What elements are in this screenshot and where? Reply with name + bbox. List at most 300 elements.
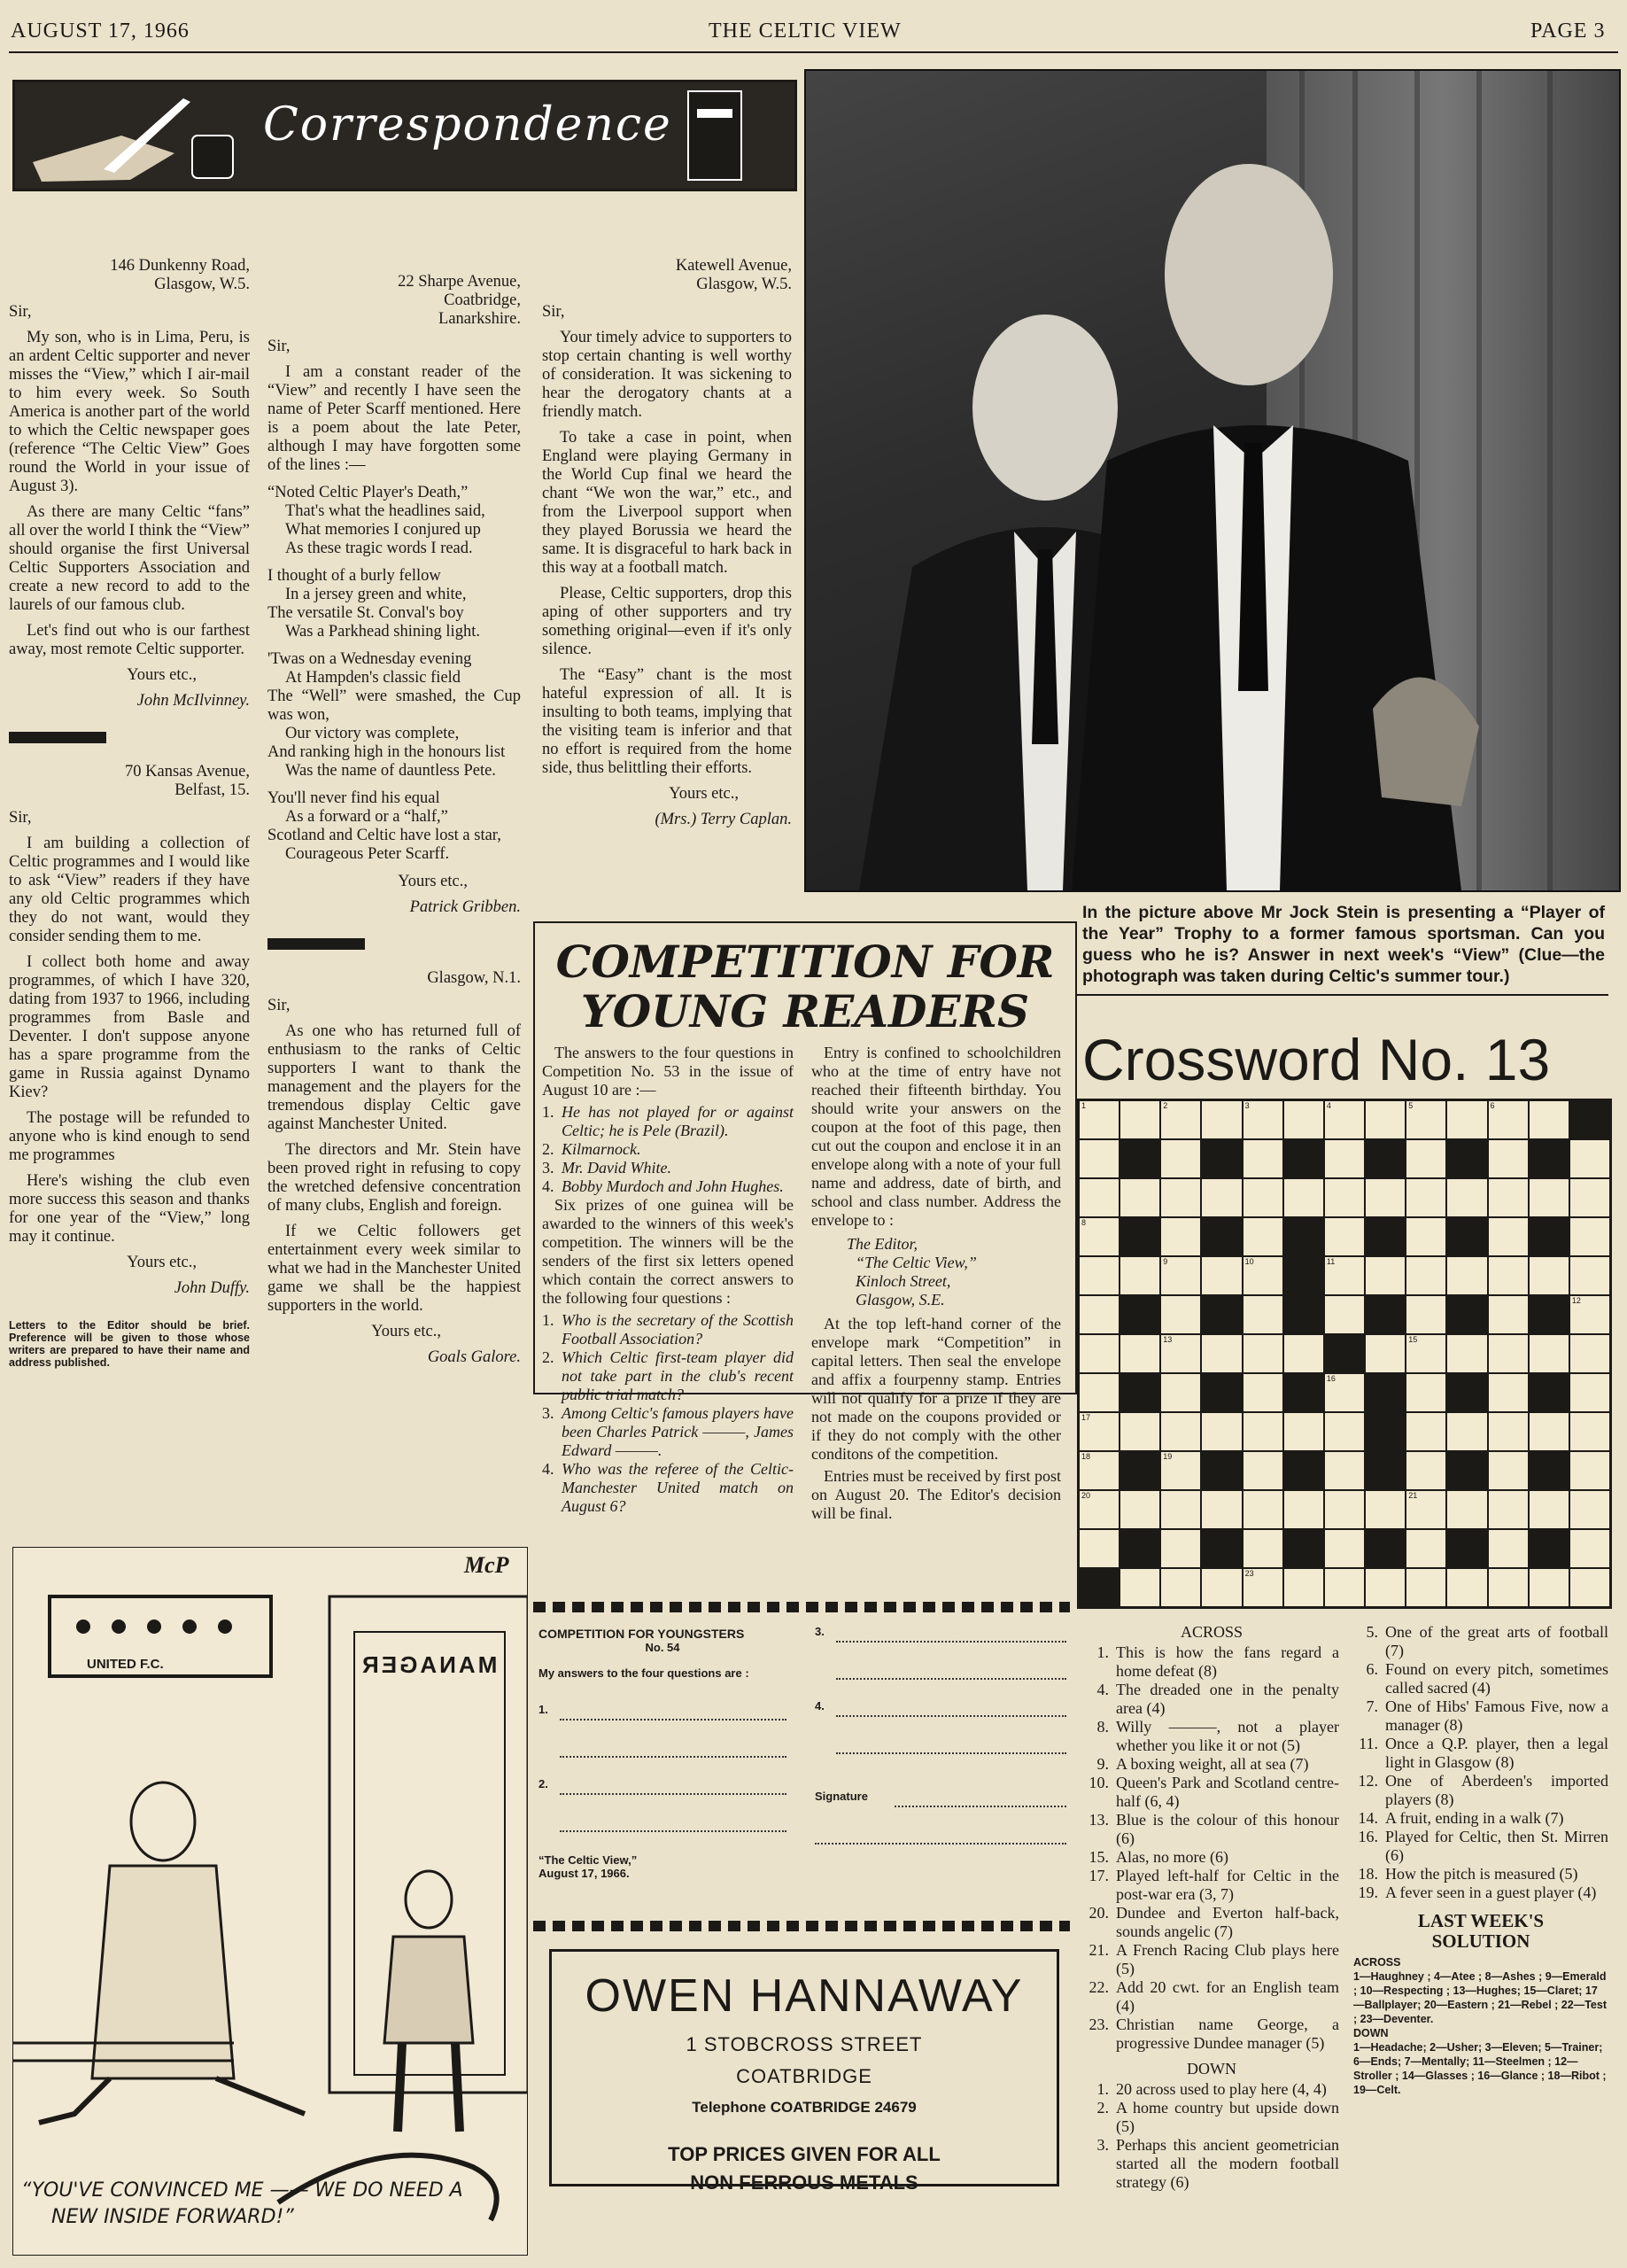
competition-rules-column bbox=[811, 1044, 1061, 1526]
crossword-cell[interactable] bbox=[1488, 1529, 1529, 1568]
photo-stein-presentation bbox=[804, 69, 1621, 892]
crossword-cell[interactable] bbox=[1324, 1295, 1365, 1334]
clue-item: 19. A fever seen in a guest player (4) bbox=[1358, 1884, 1597, 1901]
crossword-cell[interactable] bbox=[1324, 1490, 1365, 1529]
crossword-block bbox=[1283, 1529, 1324, 1568]
crossword-cell[interactable] bbox=[1160, 1139, 1201, 1178]
poem-stanza: 'Twas on a Wednesday evening At Hampden's classic field The “Well” were smashed, the Cup was won, Our victory was complete, And ranking high in the honours list Was the name of dauntless Pete. bbox=[267, 650, 521, 780]
crossword-cell[interactable] bbox=[1406, 1373, 1446, 1412]
crossword-cell[interactable] bbox=[1243, 1178, 1283, 1217]
crossword-cell[interactable] bbox=[1324, 1373, 1365, 1412]
crossword-cell[interactable] bbox=[1488, 1217, 1529, 1256]
crossword-cell[interactable] bbox=[1446, 1256, 1487, 1295]
crossword-block bbox=[1120, 1529, 1160, 1568]
solution-across: 1—Haughney ; 4—Atee ; 8—Ashes ; 9—Emerald ; 10—Respecting ; 13—Hughes; 15—Claret; 17—Ballplayer; 20—Eastern ; 21—Rebel ; 22—Test ; 23—Deventer. bbox=[1353, 1970, 1607, 2025]
clue-item: 22. Add 20 cwt. for an English team (4) bbox=[1089, 1978, 1339, 2015]
crossword-cell[interactable] bbox=[1488, 1568, 1529, 1607]
letter-gribben bbox=[267, 273, 521, 1367]
answer-line-3[interactable]: 3. bbox=[815, 1625, 1066, 1643]
crossword-cell[interactable] bbox=[1160, 1295, 1201, 1334]
ad-street: 1 STOBCROSS STREET bbox=[686, 2033, 923, 2055]
crossword-cell[interactable] bbox=[1283, 1568, 1324, 1607]
crossword-cell[interactable] bbox=[1569, 1451, 1610, 1490]
crossword-cell[interactable] bbox=[1365, 1490, 1406, 1529]
crossword-cell[interactable] bbox=[1365, 1256, 1406, 1295]
crossword-block bbox=[1365, 1139, 1406, 1178]
crossword-block bbox=[1569, 1100, 1610, 1139]
solution-down-label: DOWN bbox=[1353, 2027, 1389, 2039]
crossword-cell[interactable] bbox=[1079, 1178, 1120, 1217]
crossword-cell[interactable] bbox=[1406, 1178, 1446, 1217]
crossword-cell[interactable] bbox=[1201, 1334, 1242, 1373]
crossword-cell[interactable] bbox=[1283, 1412, 1324, 1451]
crossword-cell[interactable] bbox=[1529, 1412, 1569, 1451]
crossword-cell[interactable] bbox=[1406, 1256, 1446, 1295]
crossword-cell[interactable] bbox=[1569, 1139, 1610, 1178]
crossword-cell[interactable] bbox=[1569, 1373, 1610, 1412]
cell-number: 13 bbox=[1163, 1335, 1173, 1344]
united-fc-label: UNITED F.C. bbox=[87, 1657, 164, 1672]
clue-item: 9. A boxing weight, all at sea (7) bbox=[1096, 1755, 1309, 1773]
crossword-cell[interactable] bbox=[1079, 1373, 1120, 1412]
crossword-cell[interactable] bbox=[1201, 1490, 1242, 1529]
letter-paragraph: The “Easy” chant is the most hateful expression of all. It is insulting to both teams, implying that the visiting team is inferior and that no effort is required from the home side, thus belittling their efforts. bbox=[542, 666, 792, 777]
crossword-cell[interactable] bbox=[1120, 1100, 1160, 1139]
crossword-cell[interactable] bbox=[1079, 1139, 1120, 1178]
crossword-cell[interactable] bbox=[1488, 1178, 1529, 1217]
clue-item: 21. A French Racing Club plays here (5) bbox=[1089, 1941, 1339, 1977]
crossword-cell[interactable] bbox=[1079, 1529, 1120, 1568]
deadline: Entries must be received by first post on August 20. The Editor's decision will be final. bbox=[811, 1467, 1061, 1522]
crossword-cell[interactable] bbox=[1488, 1256, 1529, 1295]
ad-town: COATBRIDGE bbox=[736, 2065, 872, 2087]
clue-item: 8. Willy ———, not a player whether you like it or not (5) bbox=[1096, 1718, 1339, 1754]
signature-line-b[interactable] bbox=[815, 1827, 1066, 1845]
crossword-cell[interactable] bbox=[1529, 1100, 1569, 1139]
crossword-cell[interactable] bbox=[1365, 1568, 1406, 1607]
crossword-cell[interactable] bbox=[1446, 1178, 1487, 1217]
clue-item: 6. Found on every pitch, sometimes called sacred (4) bbox=[1366, 1660, 1608, 1697]
salutation: Sir, bbox=[542, 303, 565, 321]
crossword-block bbox=[1201, 1295, 1242, 1334]
crossword-cell[interactable] bbox=[1446, 1100, 1487, 1139]
poem-stanza: You'll never find his equal As a forward or a “half,” Scotland and Celtic have lost a star, Courageous Peter Scarff. bbox=[267, 789, 501, 863]
crossword-cell[interactable] bbox=[1324, 1178, 1365, 1217]
answer-item: 2. Kilmarnock. bbox=[542, 1140, 641, 1158]
crossword-cell[interactable] bbox=[1488, 1412, 1529, 1451]
signature: Patrick Gribben. bbox=[409, 898, 521, 916]
crossword-cell[interactable] bbox=[1446, 1334, 1487, 1373]
letter-address: Glasgow, N.1. bbox=[427, 969, 521, 987]
crossword-cell[interactable] bbox=[1283, 1334, 1324, 1373]
crossword-cell[interactable] bbox=[1283, 1490, 1324, 1529]
manager-door-label: MANAGER bbox=[360, 1651, 498, 1678]
crossword-cell[interactable] bbox=[1160, 1100, 1201, 1139]
divider-bar bbox=[267, 938, 365, 950]
crossword-block bbox=[1120, 1295, 1160, 1334]
crossword-cell[interactable] bbox=[1079, 1490, 1120, 1529]
crossword-block bbox=[1365, 1451, 1406, 1490]
crossword-cell[interactable] bbox=[1569, 1529, 1610, 1568]
crossword-cell[interactable] bbox=[1201, 1100, 1242, 1139]
question-item: 3. Among Celtic's famous players have been Charles Patrick ———, James Edward ———. bbox=[542, 1404, 794, 1459]
crossword-cell[interactable] bbox=[1488, 1451, 1529, 1490]
entry-coupon bbox=[533, 1602, 1070, 1931]
clue-item: 3. Perhaps this ancient geometrician started all the modern football strategy (6) bbox=[1096, 2136, 1339, 2191]
cell-number: 10 bbox=[1244, 1257, 1254, 1266]
crossword-cell[interactable] bbox=[1324, 1256, 1365, 1295]
crossword-block bbox=[1201, 1529, 1242, 1568]
crossword-block bbox=[1283, 1139, 1324, 1178]
crossword-cell[interactable] bbox=[1120, 1256, 1160, 1295]
letter-paragraph: Your timely advice to supporters to stop certain chanting is well worthy of consideration. It was sickening to hear the derogatory chants at a friendly match. bbox=[542, 329, 792, 421]
crossword-cell[interactable] bbox=[1243, 1217, 1283, 1256]
crossword-cell[interactable] bbox=[1160, 1412, 1201, 1451]
clue-item: 4. The dreaded one in the penalty area (4) bbox=[1096, 1681, 1339, 1717]
answer-line-1[interactable]: 1. bbox=[538, 1703, 786, 1720]
crossword-block bbox=[1201, 1217, 1242, 1256]
crossword-cell[interactable] bbox=[1120, 1568, 1160, 1607]
cell-number: 21 bbox=[1408, 1491, 1418, 1500]
crossword-block bbox=[1283, 1373, 1324, 1412]
crossword-block bbox=[1079, 1568, 1120, 1607]
question-item: 4. Who was the referee of the Celtic-Manchester United match on August 6? bbox=[542, 1460, 794, 1515]
crossword-cell[interactable] bbox=[1529, 1490, 1569, 1529]
crossword-cell[interactable] bbox=[1160, 1568, 1201, 1607]
across-heading: ACROSS bbox=[1180, 1623, 1243, 1641]
clue-item: 1. 20 across used to play here (4, 4) bbox=[1096, 2080, 1327, 2098]
crossword-cell[interactable] bbox=[1488, 1490, 1529, 1529]
crossword-cell[interactable] bbox=[1243, 1373, 1283, 1412]
crossword-block bbox=[1446, 1217, 1487, 1256]
crossword-cell[interactable] bbox=[1324, 1100, 1365, 1139]
crossword-block bbox=[1120, 1217, 1160, 1256]
crossword-cell[interactable] bbox=[1079, 1334, 1120, 1373]
crossword-cell[interactable] bbox=[1243, 1295, 1283, 1334]
clue-item: 15. Alas, no more (6) bbox=[1089, 1848, 1228, 1866]
letter-paragraph: My son, who is in Lima, Peru, is an ardent Celtic supporter and never misses the “View,” which I air-mail to him every week. So South America is another part of the world to which the Celtic newspaper goes (reference “The Celtic View” Goes round the World in your issue of August 3). bbox=[9, 329, 250, 495]
coupon-right bbox=[815, 1625, 1066, 1845]
crossword-cell[interactable] bbox=[1160, 1490, 1201, 1529]
coupon-left bbox=[538, 1627, 786, 1880]
crossword-cell[interactable] bbox=[1160, 1256, 1201, 1295]
question-item: 2. Which Celtic first-team player did not take part in the club's recent public trial match? bbox=[542, 1348, 794, 1403]
cell-number: 12 bbox=[1571, 1296, 1581, 1305]
crossword-block bbox=[1446, 1451, 1487, 1490]
crossword-title: Crossword No. 13 bbox=[1082, 1027, 1551, 1092]
crossword-block bbox=[1365, 1412, 1406, 1451]
crossword-cell[interactable] bbox=[1406, 1295, 1446, 1334]
answer-line-1b[interactable] bbox=[560, 1740, 786, 1758]
crossword-block bbox=[1283, 1451, 1324, 1490]
across-clues bbox=[1084, 1623, 1339, 2192]
crossword-cell[interactable] bbox=[1569, 1490, 1610, 1529]
crossword-cell[interactable] bbox=[1569, 1178, 1610, 1217]
crossword-cell[interactable] bbox=[1569, 1412, 1610, 1451]
cell-number: 8 bbox=[1081, 1218, 1087, 1227]
crossword-block bbox=[1201, 1451, 1242, 1490]
coupon-prompt: My answers to the four questions are : bbox=[538, 1666, 749, 1680]
down-heading: DOWN bbox=[1187, 2060, 1236, 2078]
crossword-cell[interactable] bbox=[1569, 1568, 1610, 1607]
competition-intro: The answers to the four questions in Competition No. 53 in the issue of August 10 are :— bbox=[542, 1044, 794, 1099]
crossword-cell[interactable] bbox=[1324, 1139, 1365, 1178]
closing: Yours etc., bbox=[669, 785, 739, 803]
signature-line[interactable]: Signature bbox=[815, 1790, 1066, 1807]
crossword-cell[interactable] bbox=[1365, 1100, 1406, 1139]
crossword-block bbox=[1446, 1373, 1487, 1412]
crossword-cell[interactable] bbox=[1365, 1178, 1406, 1217]
solution-down: 1—Headache; 2—Usher; 3—Eleven; 5—Trainer; 6—Ends; 7—Mentally; 11—Steelmen ; 12—Stroller ; 14—Glasses ; 16—Glance ; 18—Ribot ; 19—Celt. bbox=[1353, 2041, 1607, 2096]
crossword-cell[interactable] bbox=[1406, 1217, 1446, 1256]
cell-number: 17 bbox=[1081, 1413, 1091, 1422]
crossword-cell[interactable] bbox=[1120, 1334, 1160, 1373]
crossword-block bbox=[1446, 1295, 1487, 1334]
crossword-cell[interactable] bbox=[1160, 1178, 1201, 1217]
crossword-block bbox=[1365, 1295, 1406, 1334]
crossword-cell[interactable] bbox=[1324, 1568, 1365, 1607]
cell-number: 20 bbox=[1081, 1491, 1091, 1500]
clue-item: 7. One of Hibs' Famous Five, now a manager (8) bbox=[1366, 1697, 1608, 1734]
crossword-block bbox=[1120, 1373, 1160, 1412]
letter-paragraph: As there are many Celtic “fans” all over the world I think the “View” should organise the first Universal Celtic Supporters Association and create a new record to add to the laurels of our famous club. bbox=[9, 503, 250, 614]
cell-number: 3 bbox=[1244, 1101, 1250, 1110]
crossword-cell[interactable] bbox=[1446, 1568, 1487, 1607]
crossword-cell[interactable] bbox=[1324, 1217, 1365, 1256]
crossword-block bbox=[1324, 1334, 1365, 1373]
closing: Yours etc., bbox=[398, 873, 468, 890]
crossword-block bbox=[1120, 1139, 1160, 1178]
crossword-cell[interactable] bbox=[1529, 1178, 1569, 1217]
answer-line-2[interactable]: 2. bbox=[538, 1777, 786, 1795]
clue-item: 13. Blue is the colour of this honour (6) bbox=[1089, 1811, 1339, 1847]
crossword-cell[interactable] bbox=[1079, 1451, 1120, 1490]
solution-heading: LAST WEEK'S SOLUTION bbox=[1417, 1910, 1545, 1952]
crossword-cell[interactable] bbox=[1120, 1490, 1160, 1529]
crossword-cell[interactable] bbox=[1406, 1529, 1446, 1568]
clue-item: 23. Christian name George, a progressive Dundee manager (5) bbox=[1089, 2016, 1339, 2052]
cartoonist-signature: McP bbox=[464, 1552, 509, 1578]
crossword-cell[interactable] bbox=[1529, 1256, 1569, 1295]
closing: Yours etc., bbox=[127, 1254, 197, 1271]
section-title: Correspondence bbox=[263, 98, 672, 151]
competition-title-line1: COMPETITION FOR bbox=[555, 936, 1055, 988]
crossword-cell[interactable] bbox=[1160, 1217, 1201, 1256]
letter-mcilvinney bbox=[9, 257, 250, 1369]
crossword-cell[interactable] bbox=[1120, 1178, 1160, 1217]
crossword-cell[interactable] bbox=[1283, 1178, 1324, 1217]
crossword-block bbox=[1446, 1139, 1487, 1178]
cell-number: 1 bbox=[1081, 1101, 1087, 1110]
letter-paragraph: I am building a collection of Celtic programmes and I would like to ask “View” readers if they have any old Celtic programmes which they do not want, would they consider sending them to me. bbox=[9, 835, 250, 945]
crossword-cell[interactable] bbox=[1324, 1451, 1365, 1490]
crossword-cell[interactable] bbox=[1406, 1490, 1446, 1529]
cell-number: 9 bbox=[1163, 1257, 1168, 1266]
crossword-cell[interactable] bbox=[1160, 1451, 1201, 1490]
photograph-image bbox=[806, 71, 1619, 890]
crossword-block bbox=[1529, 1139, 1569, 1178]
letter-paragraph: To take a case in point, when England were playing Germany in the World Cup final we heard the chant “We won the war,” etc., and from the Liverpool support when they played Borussia we heard the same. It is disgraceful to hark back in this way at a football match. bbox=[542, 429, 792, 577]
crossword-cell[interactable] bbox=[1120, 1412, 1160, 1451]
letter-paragraph: Please, Celtic supporters, drop this aping of other supporters and try something original—even if it's only silence. bbox=[542, 585, 792, 658]
crossword-cell[interactable] bbox=[1569, 1334, 1610, 1373]
cell-number: 5 bbox=[1408, 1101, 1414, 1110]
crossword-block bbox=[1529, 1373, 1569, 1412]
previous-answers-list bbox=[542, 1103, 794, 1196]
crossword-cell[interactable] bbox=[1243, 1490, 1283, 1529]
crossword-cell[interactable] bbox=[1406, 1100, 1446, 1139]
correspondence-banner bbox=[12, 80, 797, 191]
crossword-cell[interactable] bbox=[1201, 1412, 1242, 1451]
solution-across-label: ACROSS bbox=[1353, 1956, 1401, 1969]
letter-caplan bbox=[542, 257, 792, 829]
crossword-cell[interactable] bbox=[1079, 1256, 1120, 1295]
clue-item: 18. How the pitch is measured (5) bbox=[1358, 1865, 1578, 1883]
letter-paragraph: As one who has returned full of enthusiasm to the ranks of Celtic supporters I want to thank the management and the players for the tremendous display Celtic gave against Manchester United. bbox=[267, 1022, 521, 1133]
envelope-instructions: At the top left-hand corner of the envelope mark “Competition” in capital letters. Then seal the envelope and affix a fourpenny stamp. Entries will not qualify for a prize if they are not made on the coupons provided or if they do not comply with the other conditons of the competition. bbox=[811, 1315, 1061, 1463]
crossword-cell[interactable] bbox=[1446, 1412, 1487, 1451]
crossword-cell[interactable] bbox=[1160, 1373, 1201, 1412]
salutation: Sir, bbox=[267, 338, 291, 355]
ad-slogan-2: NON FERROUS METALS bbox=[690, 2171, 918, 2194]
crossword-cell[interactable] bbox=[1160, 1529, 1201, 1568]
crossword-cell[interactable] bbox=[1201, 1256, 1242, 1295]
crossword-cell[interactable] bbox=[1324, 1529, 1365, 1568]
crossword-cell[interactable] bbox=[1406, 1412, 1446, 1451]
closing: Yours etc., bbox=[127, 666, 197, 684]
coupon-number: No. 54 bbox=[645, 1641, 680, 1654]
poem-stanza: I thought of a burly fellow In a jersey green and white, The versatile St. Conval's boy Was a Parkhead shining light. bbox=[267, 567, 480, 641]
crossword-cell[interactable] bbox=[1160, 1334, 1201, 1373]
crossword-cell[interactable] bbox=[1488, 1295, 1529, 1334]
crossword-cell[interactable] bbox=[1569, 1295, 1610, 1334]
answer-line-4b[interactable] bbox=[836, 1736, 1066, 1754]
crossword-cell[interactable] bbox=[1488, 1334, 1529, 1373]
crossword-cell[interactable] bbox=[1243, 1100, 1283, 1139]
signature: Goals Galore. bbox=[427, 1348, 521, 1366]
crossword-cell[interactable] bbox=[1324, 1412, 1365, 1451]
salutation: Sir, bbox=[9, 303, 32, 321]
crossword-block bbox=[1120, 1451, 1160, 1490]
crossword-cell[interactable] bbox=[1488, 1373, 1529, 1412]
question-list bbox=[542, 1311, 794, 1516]
crossword-cell[interactable] bbox=[1529, 1334, 1569, 1373]
cartoon-caption-1: “YOU'VE CONVINCED ME —— WE DO NEED A bbox=[21, 2179, 463, 2202]
crossword-cell[interactable] bbox=[1243, 1139, 1283, 1178]
closing: Yours etc., bbox=[371, 1323, 441, 1340]
crossword-cell[interactable] bbox=[1365, 1334, 1406, 1373]
photo-caption: In the picture above Mr Jock Stein is presenting a “Player of the Year” Trophy to a former famous sportsman. Can you guess who he is? Answer in next week's “View” (Clue—the photograph was taken during Celtic's summer tour.) bbox=[1082, 903, 1605, 986]
crossword-cell[interactable] bbox=[1446, 1490, 1487, 1529]
clue-item: 12. One of Aberdeen's imported players (8) bbox=[1358, 1772, 1608, 1808]
letter-address: 22 Sharpe Avenue, Coatbridge, Lanarkshire. bbox=[398, 273, 521, 328]
crossword-block bbox=[1529, 1451, 1569, 1490]
crossword-cell[interactable] bbox=[1488, 1100, 1529, 1139]
prize-info: Six prizes of one guinea will be awarded to the winners of this week's competition. The winners will be the senders of the first six letters opened which contain the correct answers to the following four questions : bbox=[542, 1196, 794, 1307]
ad-phone: Telephone COATBRIDGE 24679 bbox=[692, 2099, 917, 2116]
clue-item: 17. Played left-half for Celtic in the post-war era (3, 7) bbox=[1089, 1867, 1339, 1903]
crossword-cell[interactable] bbox=[1406, 1451, 1446, 1490]
crossword-block bbox=[1529, 1295, 1569, 1334]
crossword-block bbox=[1446, 1529, 1487, 1568]
letter-paragraph: Here's wishing the club even more success this season and thanks for one year of the “View,” long may it continue. bbox=[9, 1172, 250, 1246]
letter-paragraph: I am a constant reader of the “View” and recently I have seen the name of Peter Scarff mentioned. Here is a poem about the late Peter, although I may have forgotten some of the lines :— bbox=[267, 363, 521, 474]
letter-paragraph: The directors and Mr. Stein have been proved right in refusing to copy the wretched defensive concentration of many clubs, English and foreign. bbox=[267, 1141, 521, 1215]
competition-title-line2: YOUNG READERS bbox=[580, 985, 1030, 1037]
cell-number: 16 bbox=[1326, 1374, 1336, 1383]
editor-note: Letters to the Editor should be brief. Preference will be given to those whose writers are prepared to have their name and address published. bbox=[9, 1319, 250, 1369]
crossword-cell[interactable] bbox=[1488, 1139, 1529, 1178]
poem-stanza: “Noted Celtic Player's Death,” That's what the headlines said, What memories I conjured up As these tragic words I read. bbox=[267, 484, 485, 557]
cell-number: 19 bbox=[1163, 1452, 1173, 1461]
crossword-block bbox=[1201, 1139, 1242, 1178]
clue-item: 5. One of the great arts of football (7) bbox=[1366, 1623, 1608, 1659]
crossword-cell[interactable] bbox=[1569, 1256, 1610, 1295]
crossword-block bbox=[1529, 1529, 1569, 1568]
answer-item: 4. Bobby Murdoch and John Hughes. bbox=[542, 1177, 784, 1195]
answer-item: 3. Mr. David White. bbox=[542, 1159, 671, 1177]
cell-number: 18 bbox=[1081, 1452, 1091, 1461]
letter-paragraph: I collect both home and away programmes, of which I have 320, dating from 1937 to 1966, including programmes from Basle and Deventer. I don't suppose anyone has a spare programme from the game in Russia against Dynamo Kiev? bbox=[9, 953, 250, 1101]
crossword-cell[interactable] bbox=[1079, 1217, 1120, 1256]
crossword-cell[interactable] bbox=[1243, 1529, 1283, 1568]
crossword-cell[interactable] bbox=[1406, 1568, 1446, 1607]
crossword-cell[interactable] bbox=[1569, 1217, 1610, 1256]
ad-business-name: OWEN HANNAWAY bbox=[585, 1970, 1024, 2022]
crossword-grid[interactable] bbox=[1077, 1099, 1612, 1609]
answer-line-2b[interactable] bbox=[560, 1814, 786, 1832]
crossword-block bbox=[1529, 1217, 1569, 1256]
crossword-cell[interactable] bbox=[1243, 1256, 1283, 1295]
crossword-cell[interactable] bbox=[1201, 1178, 1242, 1217]
salutation: Sir, bbox=[9, 809, 32, 827]
crossword-cell[interactable] bbox=[1079, 1100, 1120, 1139]
header-rule bbox=[9, 51, 1618, 53]
letter-paragraph: Let's find out who is our farthest away, most remote Celtic supporter. bbox=[9, 622, 250, 658]
coupon-border-top bbox=[533, 1602, 1070, 1612]
crossword-block bbox=[1283, 1217, 1324, 1256]
letter-address: 146 Dunkenny Road, Glasgow, W.5. bbox=[110, 257, 250, 293]
crossword-cell[interactable] bbox=[1079, 1295, 1120, 1334]
coupon-title: COMPETITION FOR YOUNGSTERS bbox=[538, 1627, 745, 1641]
question-item: 1. Who is the secretary of the Scottish Football Association? bbox=[542, 1311, 794, 1348]
answer-item: 1. He has not played for or against Celtic; he is Pele (Brazil). bbox=[542, 1103, 794, 1139]
signature: (Mrs.) Terry Caplan. bbox=[655, 811, 792, 828]
cell-number: 2 bbox=[1163, 1101, 1168, 1110]
masthead: THE CELTIC VIEW bbox=[709, 19, 902, 43]
crossword-cell[interactable] bbox=[1243, 1412, 1283, 1451]
crossword-block bbox=[1283, 1256, 1324, 1295]
entry-rules: Entry is confined to schoolchildren who at the time of entry have not reached their fifteenth birthday. You should write your answers on the coupon at the foot of this page, then cut out the coupon and enclose it in an envelope along with a note of your full name and address, date of birth, and school and class number. Address the envelope to : bbox=[811, 1044, 1061, 1229]
crossword-cell[interactable] bbox=[1406, 1334, 1446, 1373]
crossword-cell[interactable] bbox=[1243, 1451, 1283, 1490]
crossword-cell[interactable] bbox=[1283, 1100, 1324, 1139]
crossword-cell[interactable] bbox=[1079, 1412, 1120, 1451]
answer-line-4[interactable]: 4. bbox=[815, 1699, 1066, 1717]
answer-line-3b[interactable] bbox=[836, 1662, 1066, 1680]
crossword-cell[interactable] bbox=[1201, 1568, 1242, 1607]
letter-address: Katewell Avenue, Glasgow, W.5. bbox=[675, 257, 792, 293]
down-clues bbox=[1353, 1623, 1608, 2097]
crossword-cell[interactable] bbox=[1243, 1568, 1283, 1607]
crossword-cell[interactable] bbox=[1406, 1139, 1446, 1178]
clue-item: 2. A home country but upside down (5) bbox=[1096, 2099, 1339, 2135]
crossword-cell[interactable] bbox=[1529, 1568, 1569, 1607]
crossword-block bbox=[1365, 1217, 1406, 1256]
crossword-cell[interactable] bbox=[1243, 1334, 1283, 1373]
clue-item: 14. A fruit, ending in a walk (7) bbox=[1358, 1809, 1564, 1827]
issue-date: AUGUST 17, 1966 bbox=[11, 19, 190, 43]
